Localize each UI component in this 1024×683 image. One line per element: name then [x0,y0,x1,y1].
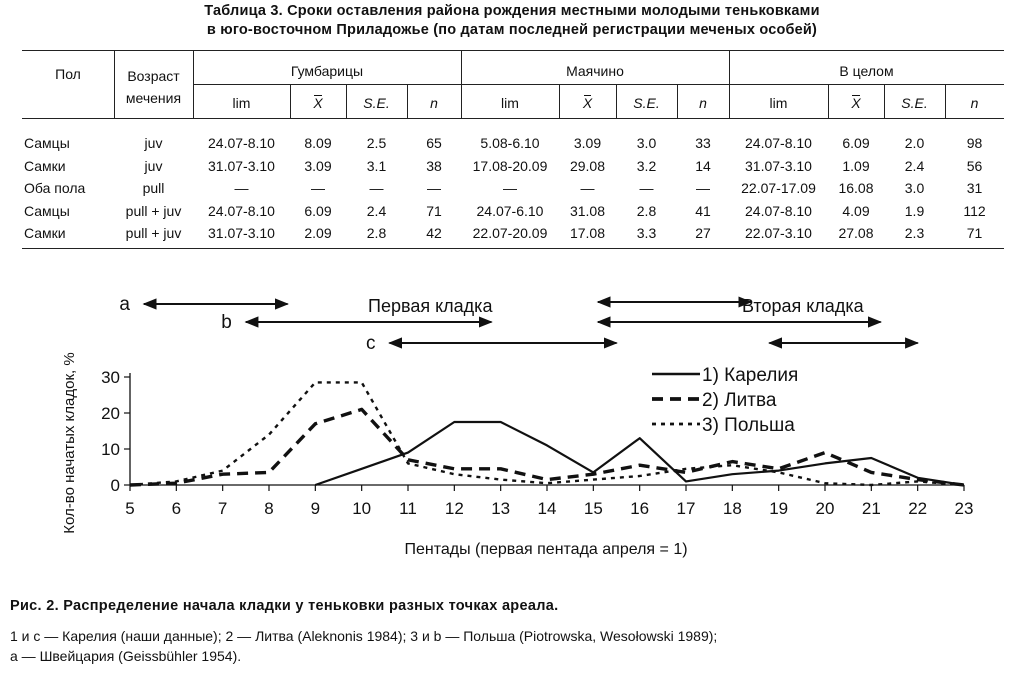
x-tick-label: 21 [861,499,881,518]
cell-value: 71 [426,202,442,219]
cell-value: 41 [695,202,711,219]
cell-value: — [503,180,517,196]
subheader-mean [828,95,884,111]
y-axis-label: Кол-во начатых кладок, % [61,352,78,534]
cell-value: 2.09 [304,225,332,241]
cell-value: 2.0 [904,135,925,151]
col-divider [114,50,115,118]
header-age-line1: Возраст [127,68,180,84]
cell-age: pull + juv [125,225,182,241]
cell-value: 22.07-20.09 [472,225,548,241]
first-clutch-label: Первая кладка [368,296,493,316]
cell-value: 98 [966,135,983,151]
cell-value: — [234,180,249,196]
cell-value: 27 [695,225,711,241]
cell-value: 31 [966,180,983,196]
cell-value: 56 [966,157,983,174]
x-tick-label: 14 [537,499,557,518]
cell-value: 31.07-3.10 [208,157,275,174]
group-header-gumbaritsy: Гумбарицы [290,63,364,79]
x-tick-label: 5 [125,499,135,518]
x-tick-label: 22 [908,499,928,518]
cell-value: 17.08 [569,225,606,241]
mean-symbol: X [313,95,323,111]
subheader-se: S.E. [363,95,390,111]
cell-value: 3.3 [636,225,657,241]
cell-value: — [696,180,710,196]
subheader-n: n [430,95,438,111]
caption-line1: 1 и с — Карелия (наши данные); 2 — Литва (Aleknonis 1984); 3 и b — Польша (Piotrowska, Wesołowski 1989); [10,628,718,644]
table-title [0,2,1024,40]
figure-caption [10,597,1010,666]
header-bottom-rule [22,118,1004,119]
cell-age: juv [144,135,163,151]
cell-value: 17.08-20.09 [472,157,548,174]
cell-value: 24.07-8.10 [745,202,812,219]
legend-label-2: 2) Литва [702,390,777,411]
cell-age: juv [144,157,163,174]
cell-sex: Оба пола [24,180,86,196]
second-clutch-label: Вторая кладка [742,296,864,316]
cell-value: 16.08 [838,180,874,196]
x-tick-label: 16 [630,499,650,518]
cell-value: 38 [426,157,442,174]
cell-value: 42 [426,225,442,241]
cell-value: 22.07-17.09 [741,180,816,196]
x-tick-label: 23 [954,499,974,518]
range-label-a: a [119,294,130,315]
x-tick-label: 19 [769,499,789,518]
series-line-3 [130,382,964,485]
cell-value: 31.08 [569,202,606,219]
table-top-rule [22,50,1004,51]
header-age-line2: мечения [125,90,182,106]
subheader-lim: lim [769,95,788,111]
cell-sex: Самки [24,157,66,174]
cell-value: 2.5 [366,135,387,151]
x-tick-label: 17 [676,499,696,518]
cell-value: 112 [963,202,986,219]
y-tick-label: 0 [110,476,120,495]
range-label-b: b [221,312,232,333]
cell-value: 65 [426,135,442,151]
cell-value: 6.09 [304,202,332,219]
y-tick-label: 20 [101,404,120,423]
subheader-lim: lim [501,95,519,111]
cell-value: 22.07-3.10 [745,225,812,241]
subheader-n: n [699,95,707,111]
x-tick-label: 8 [264,499,274,518]
subheader-n: n [970,95,979,111]
range-label-c: c [365,333,376,354]
y-tick-label: 10 [101,440,120,459]
x-tick-label: 12 [444,499,464,518]
y-tick-label: 30 [101,368,120,387]
header-sex: Пол [55,66,81,82]
cell-value: 3.09 [304,157,332,174]
cell-value: 14 [695,157,711,174]
table-title-line1: Таблица 3. Сроки оставления района рождения местными молодыми теньковками [204,3,820,19]
subheader-mean [559,95,616,111]
cell-value: 2.4 [366,202,387,219]
clutch-chart [0,285,1024,575]
subheader-lim: lim [232,95,251,111]
cell-value: 31.07-3.10 [745,157,812,174]
cell-value: 3.1 [366,157,387,174]
x-tick-label: 10 [352,499,372,518]
cell-value: — [639,180,654,196]
group-header-total: В целом [839,63,894,79]
cell-age: pull + juv [125,202,182,219]
series-line-2 [130,409,964,485]
cell-value: — [427,180,441,196]
cell-value: 27.08 [838,225,874,241]
cell-value: 2.4 [904,157,925,174]
group-header-rule [193,84,1004,85]
subheader-se: S.E. [633,95,660,111]
legend-label-3: 3) Польша [702,415,795,436]
cell-sex: Самки [24,225,66,241]
x-tick-label: 11 [399,499,417,518]
group-header-mayachino: Маячино [566,63,624,79]
cell-value: 1.09 [842,157,870,174]
legend-label-1: 1) Карелия [702,365,799,386]
mean-symbol: X [582,95,593,111]
cell-value: 29.08 [569,157,606,174]
cell-value: — [311,180,325,196]
cell-value: 2.8 [366,225,387,241]
cell-value: 3.0 [904,180,925,196]
table-title-line2: в юго-восточном Приладожье (по датам последней регистрации меченых особей) [206,22,818,38]
cell-age: pull [142,180,165,196]
cell-sex: Самцы [24,202,70,219]
x-tick-label: 7 [217,499,228,518]
subheader-mean [290,95,346,111]
x-axis-label: Пентады (первая пентада апреля = 1) [404,541,688,558]
x-tick-label: 13 [491,499,511,518]
x-tick-label: 20 [815,499,835,518]
cell-value: 4.09 [842,202,870,219]
cell-value: 2.3 [904,225,925,241]
x-tick-label: 18 [722,499,742,518]
cell-value: 33 [695,135,711,151]
cell-value: — [580,180,595,196]
cell-value: 31.07-3.10 [208,225,275,241]
cell-value: — [369,180,384,196]
cell-value: 71 [966,225,983,241]
cell-value: 24.07-8.10 [208,135,275,151]
cell-value: 24.07-6.10 [476,202,544,219]
cell-value: 8.09 [304,135,332,151]
subheader-se: S.E. [901,95,928,111]
cell-value: 3.09 [573,135,602,151]
table-bottom-rule [22,248,1004,249]
figure [0,285,1024,575]
cell-value: 6.09 [842,135,870,151]
cell-value: 1.9 [904,202,925,219]
x-tick-label: 6 [171,499,182,518]
caption-line2: a — Швейцария (Geissbühler 1954). [10,648,242,664]
cell-value: 3.0 [636,135,657,151]
cell-value: 2.8 [636,202,657,219]
x-tick-label: 15 [583,499,603,518]
cell-value: 24.07-8.10 [208,202,275,219]
cell-value: 24.07-8.10 [745,135,812,151]
x-tick-label: 9 [310,499,321,518]
cell-sex: Самцы [24,135,70,151]
mean-symbol: X [851,95,861,111]
caption-title: Рис. 2. Распределение начала кладки у теньковки разных точках ареала. [10,598,559,614]
cell-value: 3.2 [636,157,657,174]
cell-value: 5.08-6.10 [480,135,540,151]
